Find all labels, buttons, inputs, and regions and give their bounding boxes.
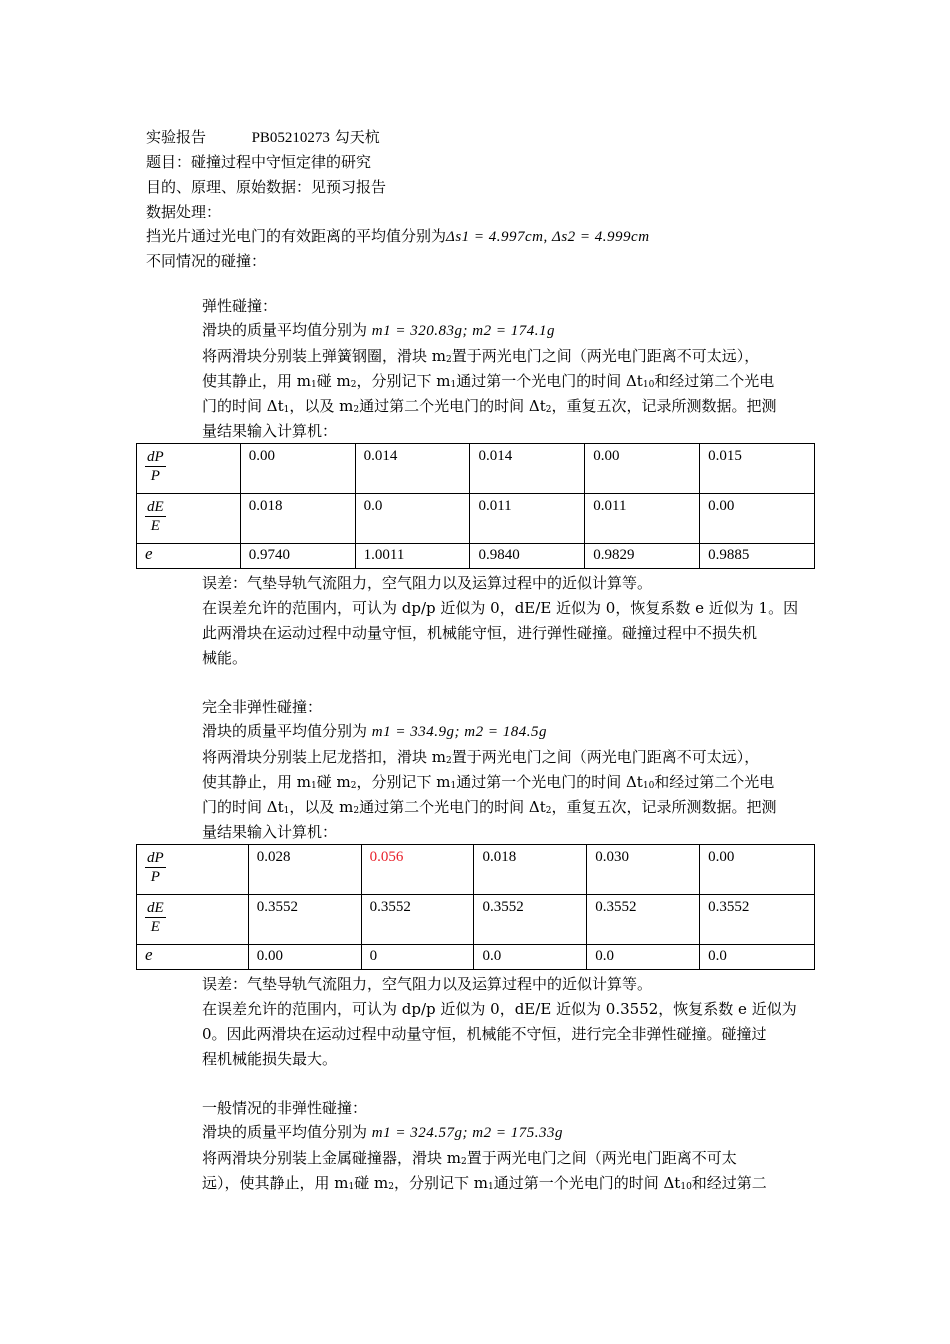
table-cell: 0.3552: [361, 895, 474, 945]
table-cell: 0.014: [355, 444, 470, 494]
elastic-mass-text: 滑块的质量平均值分别为: [202, 321, 368, 339]
general-paragraph-line-1: 将两滑块分别装上金属碰撞器，滑块 m2置于两光电门之间（两光电门距离不可太: [202, 1149, 737, 1167]
table-cell: 0.011: [470, 494, 585, 544]
inelastic-paragraph-line-1: 将两滑块分别装上尼龙搭扣，滑块 m2置于两光电门之间（两光电门距离不可太远），: [202, 748, 760, 766]
general-mass: [202, 1122, 563, 1143]
general-paragraph-line-2: 远），使其静止，用 m1碰 m2，分别记下 m1通过第一个光电门的时间 Δt10和经过第二: [202, 1174, 767, 1192]
elastic-conclusion-1: 在误差允许的范围内，可认为 dp/p 近似为 0，dE/E 近似为 0，恢复系数 e 近似为 1。因: [202, 599, 799, 617]
table-row: [137, 895, 815, 945]
table-cell: 0.0: [700, 945, 815, 970]
inelastic-mass-formula: m1 = 334.9g; m2 = 184.5g: [371, 724, 547, 740]
table-cell: 0.9829: [585, 544, 700, 569]
table-cell: 0.028: [248, 845, 361, 895]
general-mass-text: 滑块的质量平均值分别为: [202, 1123, 368, 1141]
row-label-e: e: [137, 544, 241, 569]
table-row: [137, 845, 815, 895]
distance-text: 挡光片通过光电门的有效距离的平均值分别为: [146, 227, 447, 245]
table-cell: 0: [361, 945, 474, 970]
elastic-conclusion-3: 械能。: [202, 649, 248, 667]
inelastic-conclusion-3: 程机械能损失最大。: [202, 1050, 338, 1068]
elastic-paragraph-line-1: 将两滑块分别装上弹簧钢圈，滑块 m2置于两光电门之间（两光电门距离不可太远），: [202, 347, 760, 365]
table-cell: 0.011: [585, 494, 700, 544]
elastic-title: 弹性碰撞：: [202, 297, 278, 315]
table-cell: 0.015: [700, 444, 815, 494]
general-mass-formula: m1 = 324.57g; m2 = 175.33g: [371, 1125, 563, 1141]
distance-line: [146, 226, 650, 247]
table-cell: 1.0011: [355, 544, 470, 569]
student-id: PB05210273: [251, 130, 330, 146]
inelastic-mass: [202, 721, 547, 742]
inelastic-conclusion-1: 在误差允许的范围内，可认为 dp/p 近似为 0，dE/E 近似为 0.3552，恢复系数 e 近似为: [202, 1000, 797, 1018]
elastic-error: 误差：气垫导轨气流阻力，空气阻力以及运算过程中的近似计算等。: [202, 574, 653, 592]
inelastic-error: 误差：气垫导轨气流阻力，空气阻力以及运算过程中的近似计算等。: [202, 975, 653, 993]
purpose: 目的、原理、原始数据：见预习报告: [146, 178, 387, 196]
table-row: [137, 444, 815, 494]
elastic-conclusion-2: 此两滑块在运动过程中动量守恒，机械能守恒，进行弹性碰撞。碰撞过程中不损失机: [202, 624, 758, 642]
elastic-mass: [202, 320, 555, 341]
report-title: 实验报告: [146, 128, 207, 146]
table-cell: 0.9740: [240, 544, 355, 569]
table-cell: 0.030: [587, 845, 700, 895]
table-cell: 0.018: [474, 845, 587, 895]
data-processing-heading: 数据处理：: [146, 203, 222, 221]
table-cell-highlighted: 0.056: [361, 845, 474, 895]
table-row: [137, 494, 815, 544]
inelastic-mass-text: 滑块的质量平均值分别为: [202, 722, 368, 740]
topic: 题目：碰撞过程中守恒定律的研究: [146, 153, 372, 171]
table-cell: 0.00: [700, 845, 815, 895]
table-row: [137, 544, 815, 569]
elastic-table: [136, 443, 815, 569]
table-cell: 0.3552: [587, 895, 700, 945]
table-cell: 0.018: [240, 494, 355, 544]
table-cell: 0.9885: [700, 544, 815, 569]
table-cell: 0.00: [585, 444, 700, 494]
table-row: [137, 945, 815, 970]
inelastic-paragraph-line-4: 量结果输入计算机：: [202, 823, 338, 841]
table-cell: 0.0: [587, 945, 700, 970]
table-cell: 0.00: [248, 945, 361, 970]
row-label-de-e: $\frac{dE}{E}$: [137, 895, 249, 945]
table-cell: 0.0: [474, 945, 587, 970]
elastic-paragraph-line-3: 门的时间 Δt1，以及 m2通过第二个光电门的时间 Δt2，重复五次，记录所测数据。把测: [202, 397, 777, 415]
general-title: 一般情况的非弹性碰撞：: [202, 1099, 368, 1117]
row-label-dp-p: $\frac{dP}{P}$: [137, 845, 249, 895]
inelastic-table: [136, 844, 815, 970]
table-cell: 0.00: [240, 444, 355, 494]
table-cell: 0.00: [700, 494, 815, 544]
elastic-mass-formula: m1 = 320.83g; m2 = 174.1g: [371, 323, 555, 339]
table-cell: 0.014: [470, 444, 585, 494]
table-cell: 0.3552: [474, 895, 587, 945]
distance-formula: Δs1 = 4.997cm, Δs2 = 4.999cm: [446, 229, 650, 245]
table-cell: 0.0: [355, 494, 470, 544]
table-cell: 0.3552: [248, 895, 361, 945]
student-name: 勾天杭: [334, 128, 380, 146]
cases-heading: 不同情况的碰撞：: [146, 252, 267, 270]
row-label-dp-p: $\frac{dP}{P}$: [137, 444, 241, 494]
elastic-paragraph-line-4: 量结果输入计算机：: [202, 422, 338, 440]
row-label-de-e: $\frac{dE}{E}$: [137, 494, 241, 544]
inelastic-title: 完全非弹性碰撞：: [202, 698, 323, 716]
elastic-paragraph-line-2: 使其静止，用 m1碰 m2，分别记下 m1通过第一个光电门的时间 Δt10和经过第二个光电: [202, 372, 775, 390]
table-cell: 0.3552: [700, 895, 815, 945]
table-cell: 0.9840: [470, 544, 585, 569]
inelastic-conclusion-2: 0。因此两滑块在运动过程中动量守恒，机械能不守恒，进行完全非弹性碰撞。碰撞过: [202, 1025, 767, 1043]
inelastic-paragraph-line-2: 使其静止，用 m1碰 m2，分别记下 m1通过第一个光电门的时间 Δt10和经过第二个光电: [202, 773, 775, 791]
row-label-e: e: [137, 945, 249, 970]
inelastic-paragraph-line-3: 门的时间 Δt1，以及 m2通过第二个光电门的时间 Δt2，重复五次，记录所测数据。把测: [202, 798, 777, 816]
header-line: [146, 127, 380, 148]
